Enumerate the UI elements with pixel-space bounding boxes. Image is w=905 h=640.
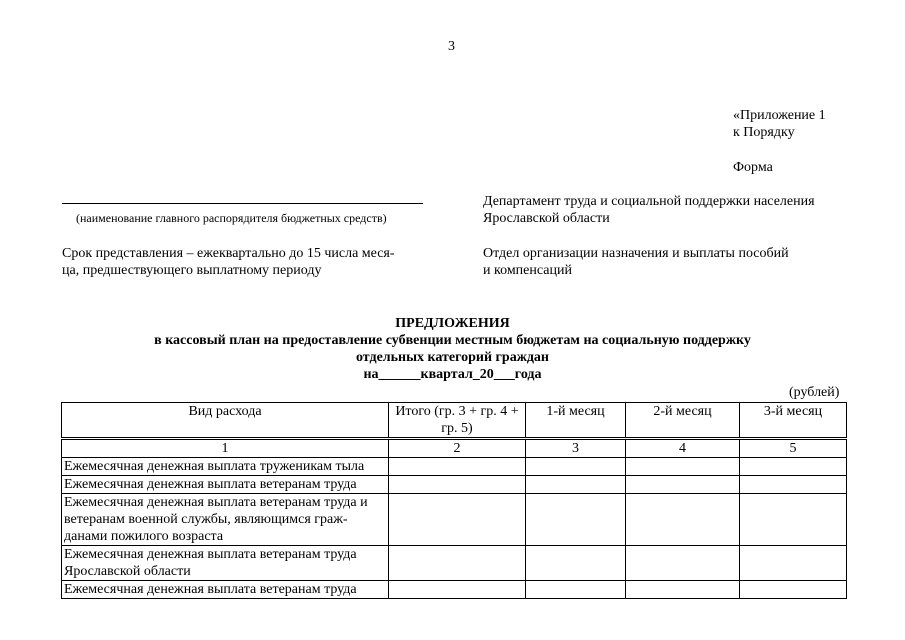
amount-cell[interactable]: [626, 581, 740, 599]
header-month-3: 3-й месяц: [740, 403, 847, 438]
department-line1: Департамент труда и социальной поддержки населения: [483, 194, 815, 209]
amount-cell[interactable]: [626, 546, 740, 581]
amount-cell[interactable]: [389, 476, 526, 494]
table-row: [62, 494, 847, 546]
distributor-signature-line: [62, 203, 423, 204]
table-row: [62, 458, 847, 476]
expense-type-cell: Ежемесячная денежная выплата труженикам тыла: [62, 458, 389, 476]
amount-cell[interactable]: [626, 458, 740, 476]
amount-cell[interactable]: [389, 581, 526, 599]
amount-cell[interactable]: [626, 494, 740, 546]
units-label: (рублей): [789, 385, 840, 400]
amount-cell[interactable]: [526, 581, 626, 599]
column-number: 3: [526, 440, 626, 458]
cash-plan-table: [61, 402, 847, 599]
expense-type-cell: Ежемесячная денежная выплата ветеранам труда: [62, 476, 389, 494]
header-month-2: 2-й месяц: [626, 403, 740, 438]
table-row: [62, 546, 847, 581]
amount-cell[interactable]: [526, 494, 626, 546]
amount-cell[interactable]: [740, 494, 847, 546]
amount-cell[interactable]: [740, 458, 847, 476]
amount-cell[interactable]: [740, 476, 847, 494]
amount-cell[interactable]: [389, 494, 526, 546]
title-line1: ПРЕДЛОЖЕНИЯ: [395, 316, 510, 331]
header-expense-type: Вид расхода: [62, 403, 389, 438]
amount-cell[interactable]: [626, 476, 740, 494]
division-line2: и компенсаций: [483, 263, 572, 278]
department-line2: Ярославской области: [483, 211, 610, 226]
page-number: 3: [448, 39, 455, 54]
column-number: 1: [62, 440, 389, 458]
table-row: [62, 476, 847, 494]
header-total: Итого (гр. 3 + гр. 4 + гр. 5): [389, 403, 526, 438]
amount-cell[interactable]: [740, 581, 847, 599]
appendix-line2: к Порядку: [733, 125, 795, 140]
title-line3: отдельных категорий граждан: [355, 350, 549, 365]
amount-cell[interactable]: [389, 458, 526, 476]
column-number: 2: [389, 440, 526, 458]
title-line4: на______квартал_20___года: [363, 367, 542, 382]
deadline-line2: ца, предшествующего выплатному периоду: [62, 263, 322, 278]
title-line2: в кассовый план на предоставление субвенции местным бюджетам на социальную поддержку: [154, 333, 751, 348]
column-number: 5: [740, 440, 847, 458]
distributor-caption: (наименование главного распорядителя бюджетных средств): [76, 211, 387, 225]
table-header-row: [62, 403, 847, 438]
expense-type-cell: Ежемесячная денежная выплата ветеранам труда Ярославской области: [62, 546, 389, 581]
amount-cell[interactable]: [526, 546, 626, 581]
table-numbering-row: [62, 440, 847, 458]
appendix-line1: «Приложение 1: [733, 108, 826, 123]
amount-cell[interactable]: [526, 458, 626, 476]
header-month-1: 1-й месяц: [526, 403, 626, 438]
deadline-line1: Срок представления – ежеквартально до 15 числа меся-: [62, 246, 395, 261]
division-line1: Отдел организации назначения и выплаты пособий: [483, 246, 789, 261]
expense-type-cell: Ежемесячная денежная выплата ветеранам труда: [62, 581, 389, 599]
column-number: 4: [626, 440, 740, 458]
amount-cell[interactable]: [526, 476, 626, 494]
form-label: Форма: [733, 160, 773, 175]
expense-type-cell: Ежемесячная денежная выплата ветеранам труда и ветеранам военной службы, являющимся граж-данами пожилого возраста: [62, 494, 389, 546]
table-row: [62, 581, 847, 599]
amount-cell[interactable]: [740, 546, 847, 581]
amount-cell[interactable]: [389, 546, 526, 581]
